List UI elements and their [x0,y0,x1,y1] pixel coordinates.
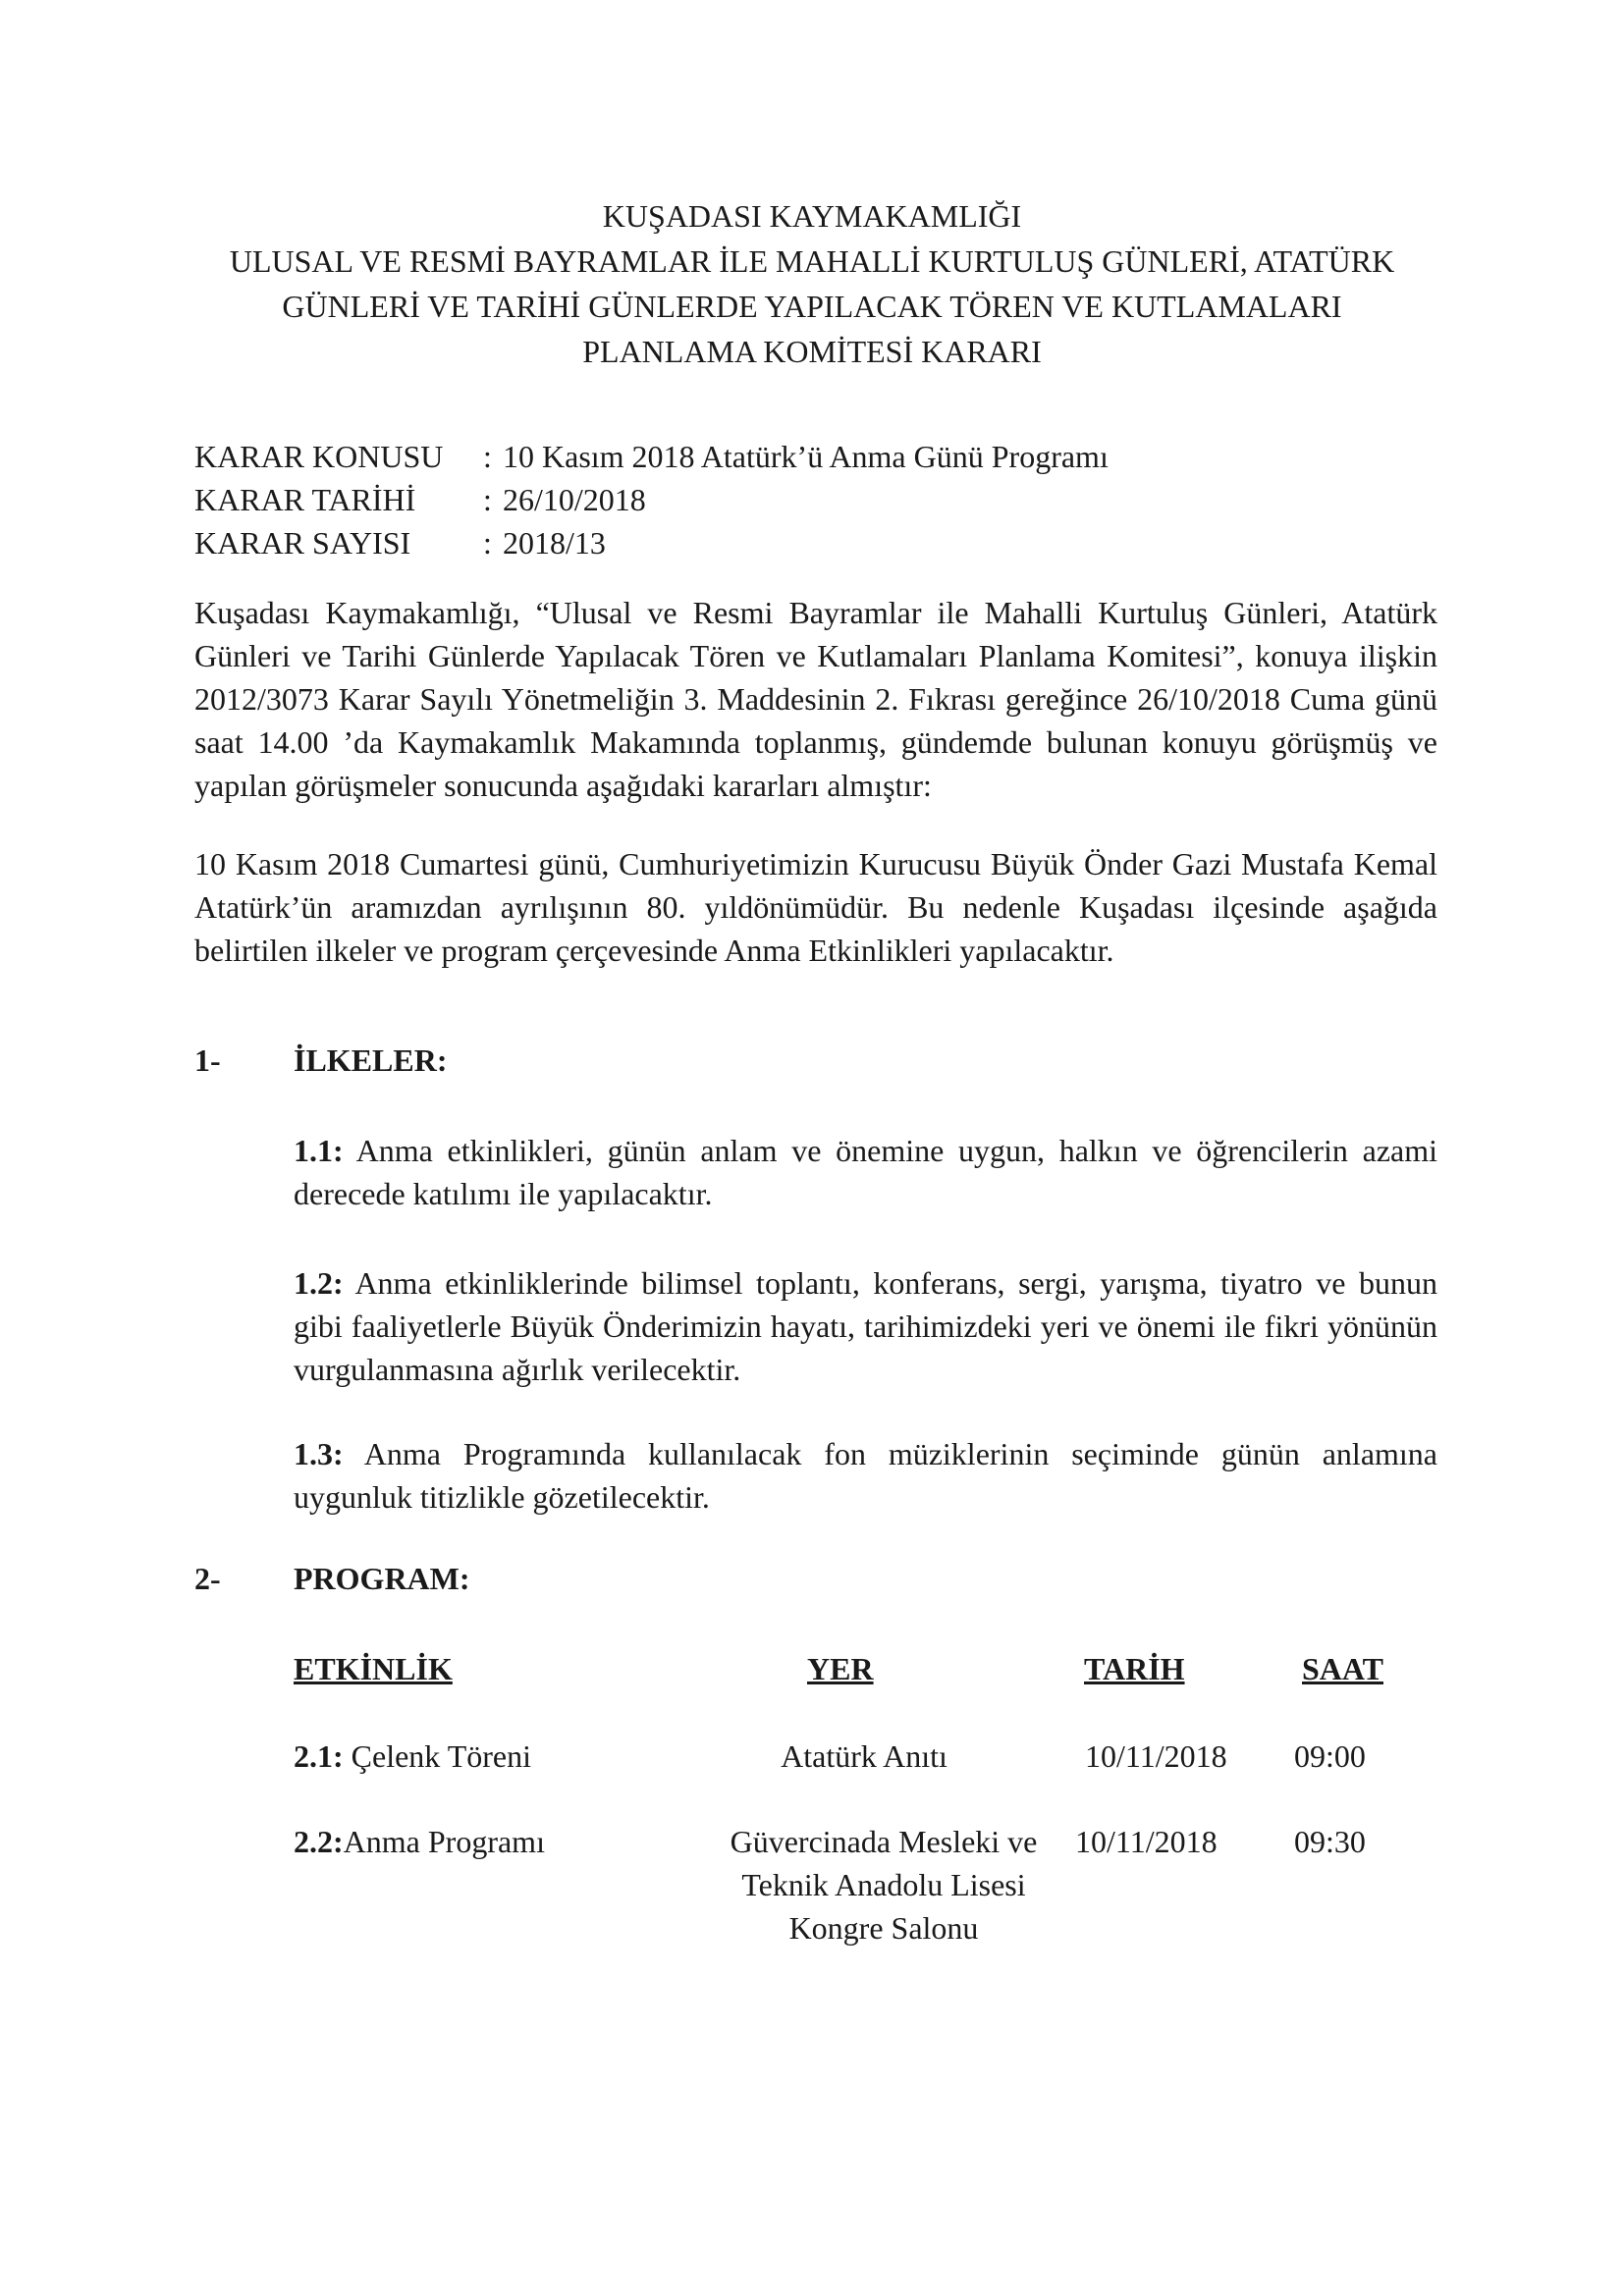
meta-row-sayi [194,521,1109,564]
program-row-date: 10/11/2018 [1075,1824,1218,1859]
principle-number: 1.3: [294,1436,344,1471]
section-number: 1- [194,1042,221,1078]
header-line-1: KUŞADASI KAYMAKAMLIĞI [602,198,1022,234]
meta-konu-value: 10 Kasım 2018 Atatürk’ü Anma Günü Programı [503,439,1109,474]
header-line-2: ULUSAL VE RESMİ BAYRAMLAR İLE MAHALLİ KURTULUŞ GÜNLERİ, ATATÜRK [229,243,1395,279]
decision-meta [194,435,1109,564]
principle-number: 1.2: [294,1265,344,1301]
principle-item [294,1129,1437,1215]
program-event-name: Anma Programı [343,1824,545,1859]
meta-tarih-label: KARAR TARİHİ [194,482,416,517]
section-title: İLKELER: [294,1042,448,1078]
principle-item [294,1261,1437,1391]
program-row-date: 10/11/2018 [1085,1738,1227,1774]
section-title: PROGRAM: [294,1561,470,1596]
meta-sayi-value: 2018/13 [503,525,606,561]
principle-text: Anma etkinlikleri, günün anlam ve önemine uygun, halkın ve öğrencilerin azami derecede katılımı ile yapılacaktır. [294,1133,1437,1211]
announcement-paragraph: 10 Kasım 2018 Cumartesi günü, Cumhuriyetimizin Kurucusu Büyük Önder Gazi Mustafa Kemal Atatürk’ün aramızdan ayrılışının 80. yıldönümüdür. Bu nedenle Kuşadası ilçesinde aşağıda belirtilen ilkeler ve program çerçevesinde Anma Etkinlikleri yapılacaktır. [194,846,1437,968]
document-header [147,193,1477,374]
meta-tarih-value: 26/10/2018 [503,482,646,517]
principle-text: Anma Programında kullanılacak fon müziklerinin seçiminde günün anlamına uygunluk titizlikle gözetilecektir. [294,1436,1437,1515]
section-number: 2- [194,1561,221,1596]
program-row-place: Atatürk Anıtı [781,1738,947,1774]
principle-item [294,1432,1437,1519]
intro-paragraph: Kuşadası Kaymakamlığı, “Ulusal ve Resmi Bayramlar ile Mahalli Kurtuluş Günleri, Atatürk Günleri ve Tarihi Günlerde Yapılacak Tören ve Kutlamaları Planlama Komitesi”, konuya ilişkin 2012/3073 Karar Sayılı Yönetmeliğin 3. Maddesinin 2. Fıkrası gereğince 26/10/2018 Cuma günü saat 14.00 ’da Kaymakamlık Makamında toplanmış, gündemde bulunan konuyu görüşmüş ve yapılan görüşmeler sonucunda aşağıdaki kararları almıştır: [194,595,1437,803]
principle-text: Anma etkinliklerinde bilimsel toplantı, konferans, sergi, yarışma, tiyatro ve bunun gibi faaliyetlerle Büyük Önderimizin hayatı, tarihimizdeki yeri ve önemi ile fikri yönünün vurgulanmasına ağırlık verilecektir. [294,1265,1437,1387]
header-line-4: PLANLAMA KOMİTESİ KARARI [582,334,1042,369]
section-program-heading [194,1561,470,1597]
program-item-number: 2.2: [294,1824,344,1859]
meta-separator: : [483,439,492,474]
section-principles-heading [194,1042,447,1079]
program-row-time: 09:00 [1294,1738,1366,1774]
program-event-name: Çelenk Töreni [343,1738,532,1774]
column-header-time: SAAT [1302,1651,1383,1686]
meta-separator: : [483,482,492,517]
meta-sayi-label: KARAR SAYISI [194,525,411,561]
program-item-number: 2.1: [294,1738,344,1774]
program-row-time: 09:30 [1294,1824,1366,1859]
meta-konu-label: KARAR KONUSU [194,439,444,474]
meta-row-konu [194,435,1109,478]
meta-separator: : [483,525,492,561]
column-header-date: TARİH [1084,1651,1185,1686]
header-line-3: GÜNLERİ VE TARİHİ GÜNLERDE YAPILACAK TÖREN VE KUTLAMALARI [282,289,1342,324]
program-row-event [294,1820,545,1863]
meta-row-tarih [194,478,1109,521]
column-header-event: ETKİNLİK [294,1651,453,1686]
column-header-place: YER [807,1651,874,1686]
program-row-place: Güvercinada Mesleki ve Teknik Anadolu Lisesi Kongre Salonu [730,1824,1038,1946]
program-row-event [294,1735,531,1778]
principle-number: 1.1: [294,1133,344,1168]
